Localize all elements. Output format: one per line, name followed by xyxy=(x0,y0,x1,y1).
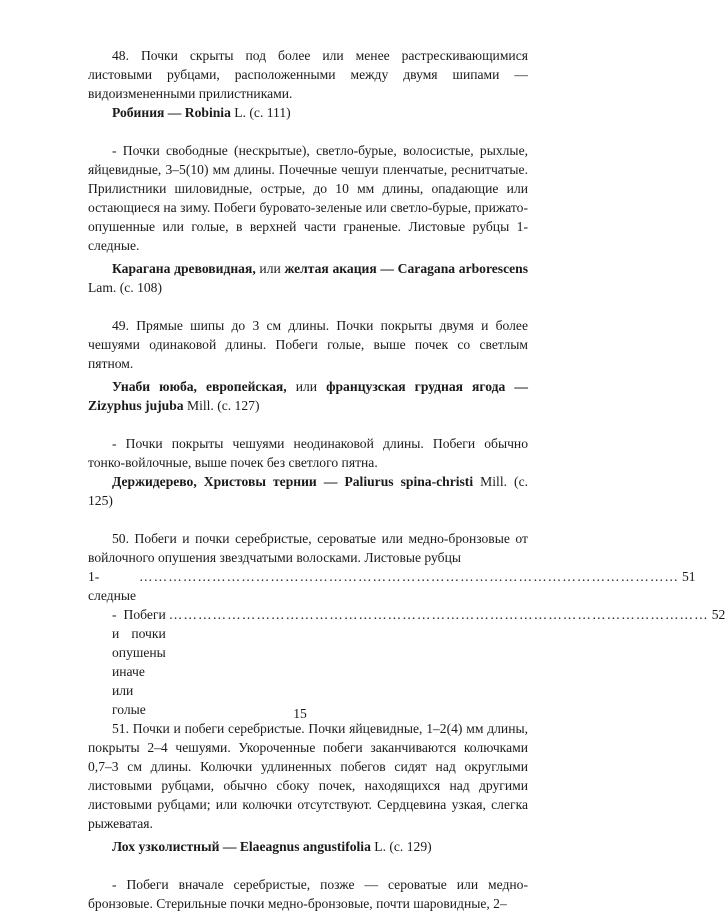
taxon-author: L. (с. 111) xyxy=(230,105,291,120)
couplet-48-alt: - Почки свободные (нескрытые), светло-бурые, волосистые, рыхлые, яйцевидные, 3–5(10) мм длины. Почечные чешуи пленчатые, реснитчатые. Прилистники шиловидные, острые, до 10 мм длины, опадающие или остающиеся на зиму. Побеги буровато-зеленые или светло-бурые, прижато-опушенные или голые, в верхней части граненые. Листовые рубцы 1-следные. xyxy=(88,143,528,253)
lead-text: 1-следные xyxy=(88,569,137,603)
couplet-50: 50. Побеги и почки серебристые, сероватые или медно-бронзовые от войлочного опушения звездчатыми волосками. Листовые рубцы xyxy=(88,531,528,565)
page-number: 15 xyxy=(293,706,307,721)
taxon-ziziphus xyxy=(88,377,528,415)
taxon-or: или xyxy=(286,379,327,394)
taxon-name: Унаби ююба, европейская, xyxy=(112,379,287,394)
taxon-author: L. (с. 129) xyxy=(370,839,432,854)
taxon-author: Lam. (с. 108) xyxy=(88,280,162,295)
taxon-elaeagnus xyxy=(88,837,528,856)
taxon-name: Карагана древовидная, xyxy=(112,261,256,276)
taxon-name: Держидерево, Христовы тернии — Paliurus spina-christi xyxy=(112,474,474,489)
couplet-49: 49. Прямые шипы до 3 см длины. Почки покрыты двумя и более чешуями одинаковой длины. Побеги голые, выше почек со светлым пятном. xyxy=(88,318,528,371)
taxon-name-alt: французская грудная ягода — Zizyphus jujuba xyxy=(88,379,528,413)
couplet-49-alt: - Почки покрыты чешуями неодинаковой длины. Побеги обычно тонко-войлочные, выше почек без светлого пятна. xyxy=(88,436,528,470)
taxon-or: или xyxy=(255,261,285,276)
couplet-50-alt xyxy=(88,605,725,719)
taxon-author: Mill. (с. 127) xyxy=(183,398,260,413)
taxon-caragana xyxy=(88,259,528,297)
key-text xyxy=(88,46,725,913)
dot-leader: ………………………………………………………………………………………………… xyxy=(139,569,679,584)
taxon-name: Робиния — Robinia xyxy=(112,105,231,120)
taxon-author: Mill. (с. 125) xyxy=(88,474,528,508)
dot-leader: ………………………………………………………………………………………………… xyxy=(168,607,709,622)
lead-target: 51 xyxy=(682,569,696,584)
couplet-48: 48. Почки скрыты под более или менее растрескивающимися листовыми рубцами, расположенными между двумя шипами — видоизмененными прилистниками. xyxy=(88,48,528,101)
couplet-51-alt: - Побеги вначале серебристые, позже — сероватые или медно-бронзовые. Стерильные почки медно-бронзовые, почти шаровидные, 2– xyxy=(88,877,528,911)
lead-target: 52 xyxy=(711,607,725,622)
lead-text: - Побеги и почки опушены иначе или голые xyxy=(112,607,166,717)
taxon-paliurus xyxy=(88,472,528,510)
couplet-51: 51. Почки и побеги серебристые. Почки яйцевидные, 1–2(4) мм длины, покрыты 2–4 чешуями. Укороченные побеги заканчиваются колючками 0,7–3 см длины. Колючки удлиненных побегов сидят над округлыми листовыми рубцами, обычно сбоку почек, находящихся над другими листовыми рубцами; или колючки отсутствуют. Сердцевина узкая, слегка рыжеватая. xyxy=(88,721,528,831)
taxon-name-alt: желтая акация — Caragana arborescens xyxy=(284,261,528,276)
couplet-50-lead xyxy=(88,567,696,605)
taxon-robinia xyxy=(88,103,528,122)
taxon-name: Лох узколистный — Elaeagnus angustifolia xyxy=(112,839,371,854)
